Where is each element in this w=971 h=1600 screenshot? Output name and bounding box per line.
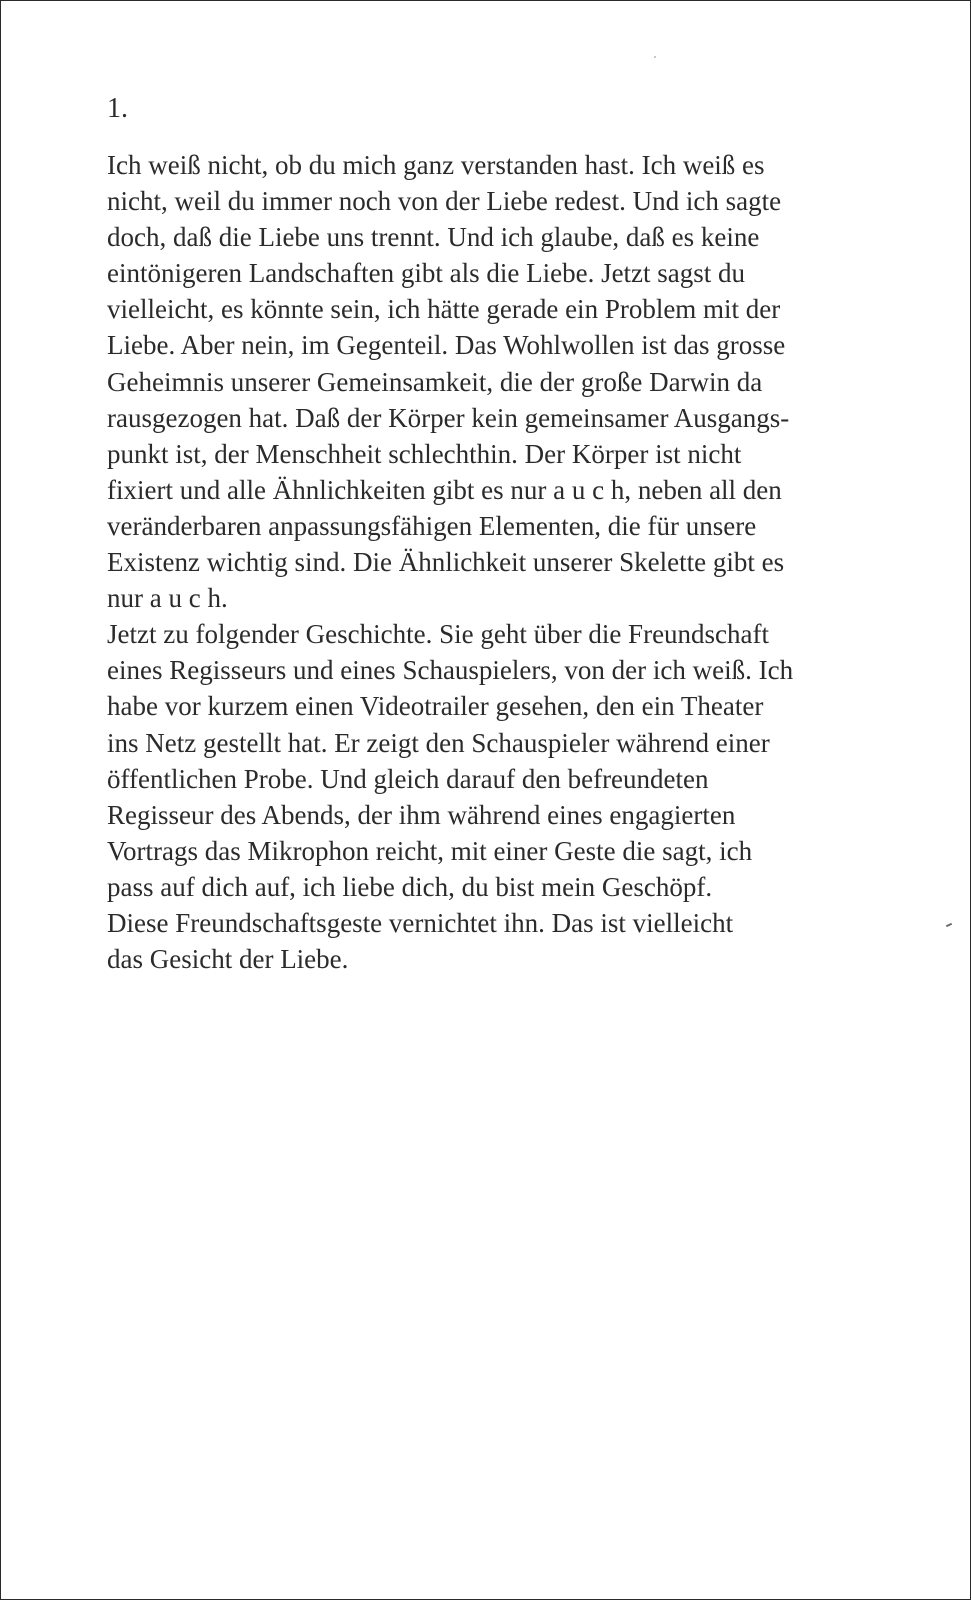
text-line: öffentlichen Probe. Und gleich darauf den befreundeten	[107, 763, 709, 794]
scan-mark	[946, 923, 952, 927]
text-line: Regisseur des Abends, der ihm während eines engagierten	[107, 799, 736, 830]
body-text	[107, 147, 867, 977]
scan-speck	[654, 56, 656, 58]
text-line: fixiert und alle Ähnlichkeiten gibt es nur a u c h, neben all den	[107, 474, 782, 505]
text-line: nur a u c h.	[107, 583, 228, 614]
text-line: Ich weiß nicht, ob du mich ganz verstanden hast. Ich weiß es	[107, 150, 765, 180]
text-line: Existenz wichtig sind. Die Ähnlichkeit unserer Skelette gibt es	[107, 547, 785, 578]
text-line: doch, daß die Liebe uns trennt. Und ich glaube, daß es keine	[107, 222, 760, 253]
text-line: punkt ist, der Menschheit schlechthin. Der Körper ist nicht	[107, 438, 742, 469]
text-line: Liebe. Aber nein, im Gegenteil. Das Wohlwollen ist das grosse	[107, 330, 786, 361]
text-line: nicht, weil du immer noch von der Liebe redest. Und ich sagte	[107, 186, 782, 217]
text-line: vielleicht, es könnte sein, ich hätte gerade ein Problem mit der	[107, 294, 781, 325]
text-line: veränderbaren anpassungsfähigen Elementen, die für unsere	[107, 510, 757, 541]
text-line: Vortrags das Mikrophon reicht, mit einer Geste die sagt, ich	[107, 835, 753, 866]
text-line: Diese Freundschaftsgeste vernichtet ihn. Das ist vielleicht	[107, 907, 734, 938]
text-line: das Gesicht der Liebe.	[107, 944, 349, 975]
text-line: pass auf dich auf, ich liebe dich, du bist mein Geschöpf.	[107, 871, 713, 902]
text-line: eines Regisseurs und eines Schauspielers, von der ich weiß. Ich	[107, 655, 794, 686]
text-line: eintönigeren Landschaften gibt als die Liebe. Jetzt sagst du	[107, 258, 746, 289]
text-line: rausgezogen hat. Daß der Körper kein gemeinsamer Ausgangs-	[107, 402, 790, 433]
section-number: 1.	[107, 93, 128, 124]
text-line: ins Netz gestellt hat. Er zeigt den Schauspieler während einer	[107, 727, 770, 758]
text-line: Jetzt zu folgender Geschichte. Sie geht über die Freundschaft	[107, 619, 770, 650]
text-line: Geheimnis unserer Gemeinsamkeit, die der große Darwin da	[107, 366, 763, 397]
text-line: habe vor kurzem einen Videotrailer gesehen, den ein Theater	[107, 691, 764, 722]
